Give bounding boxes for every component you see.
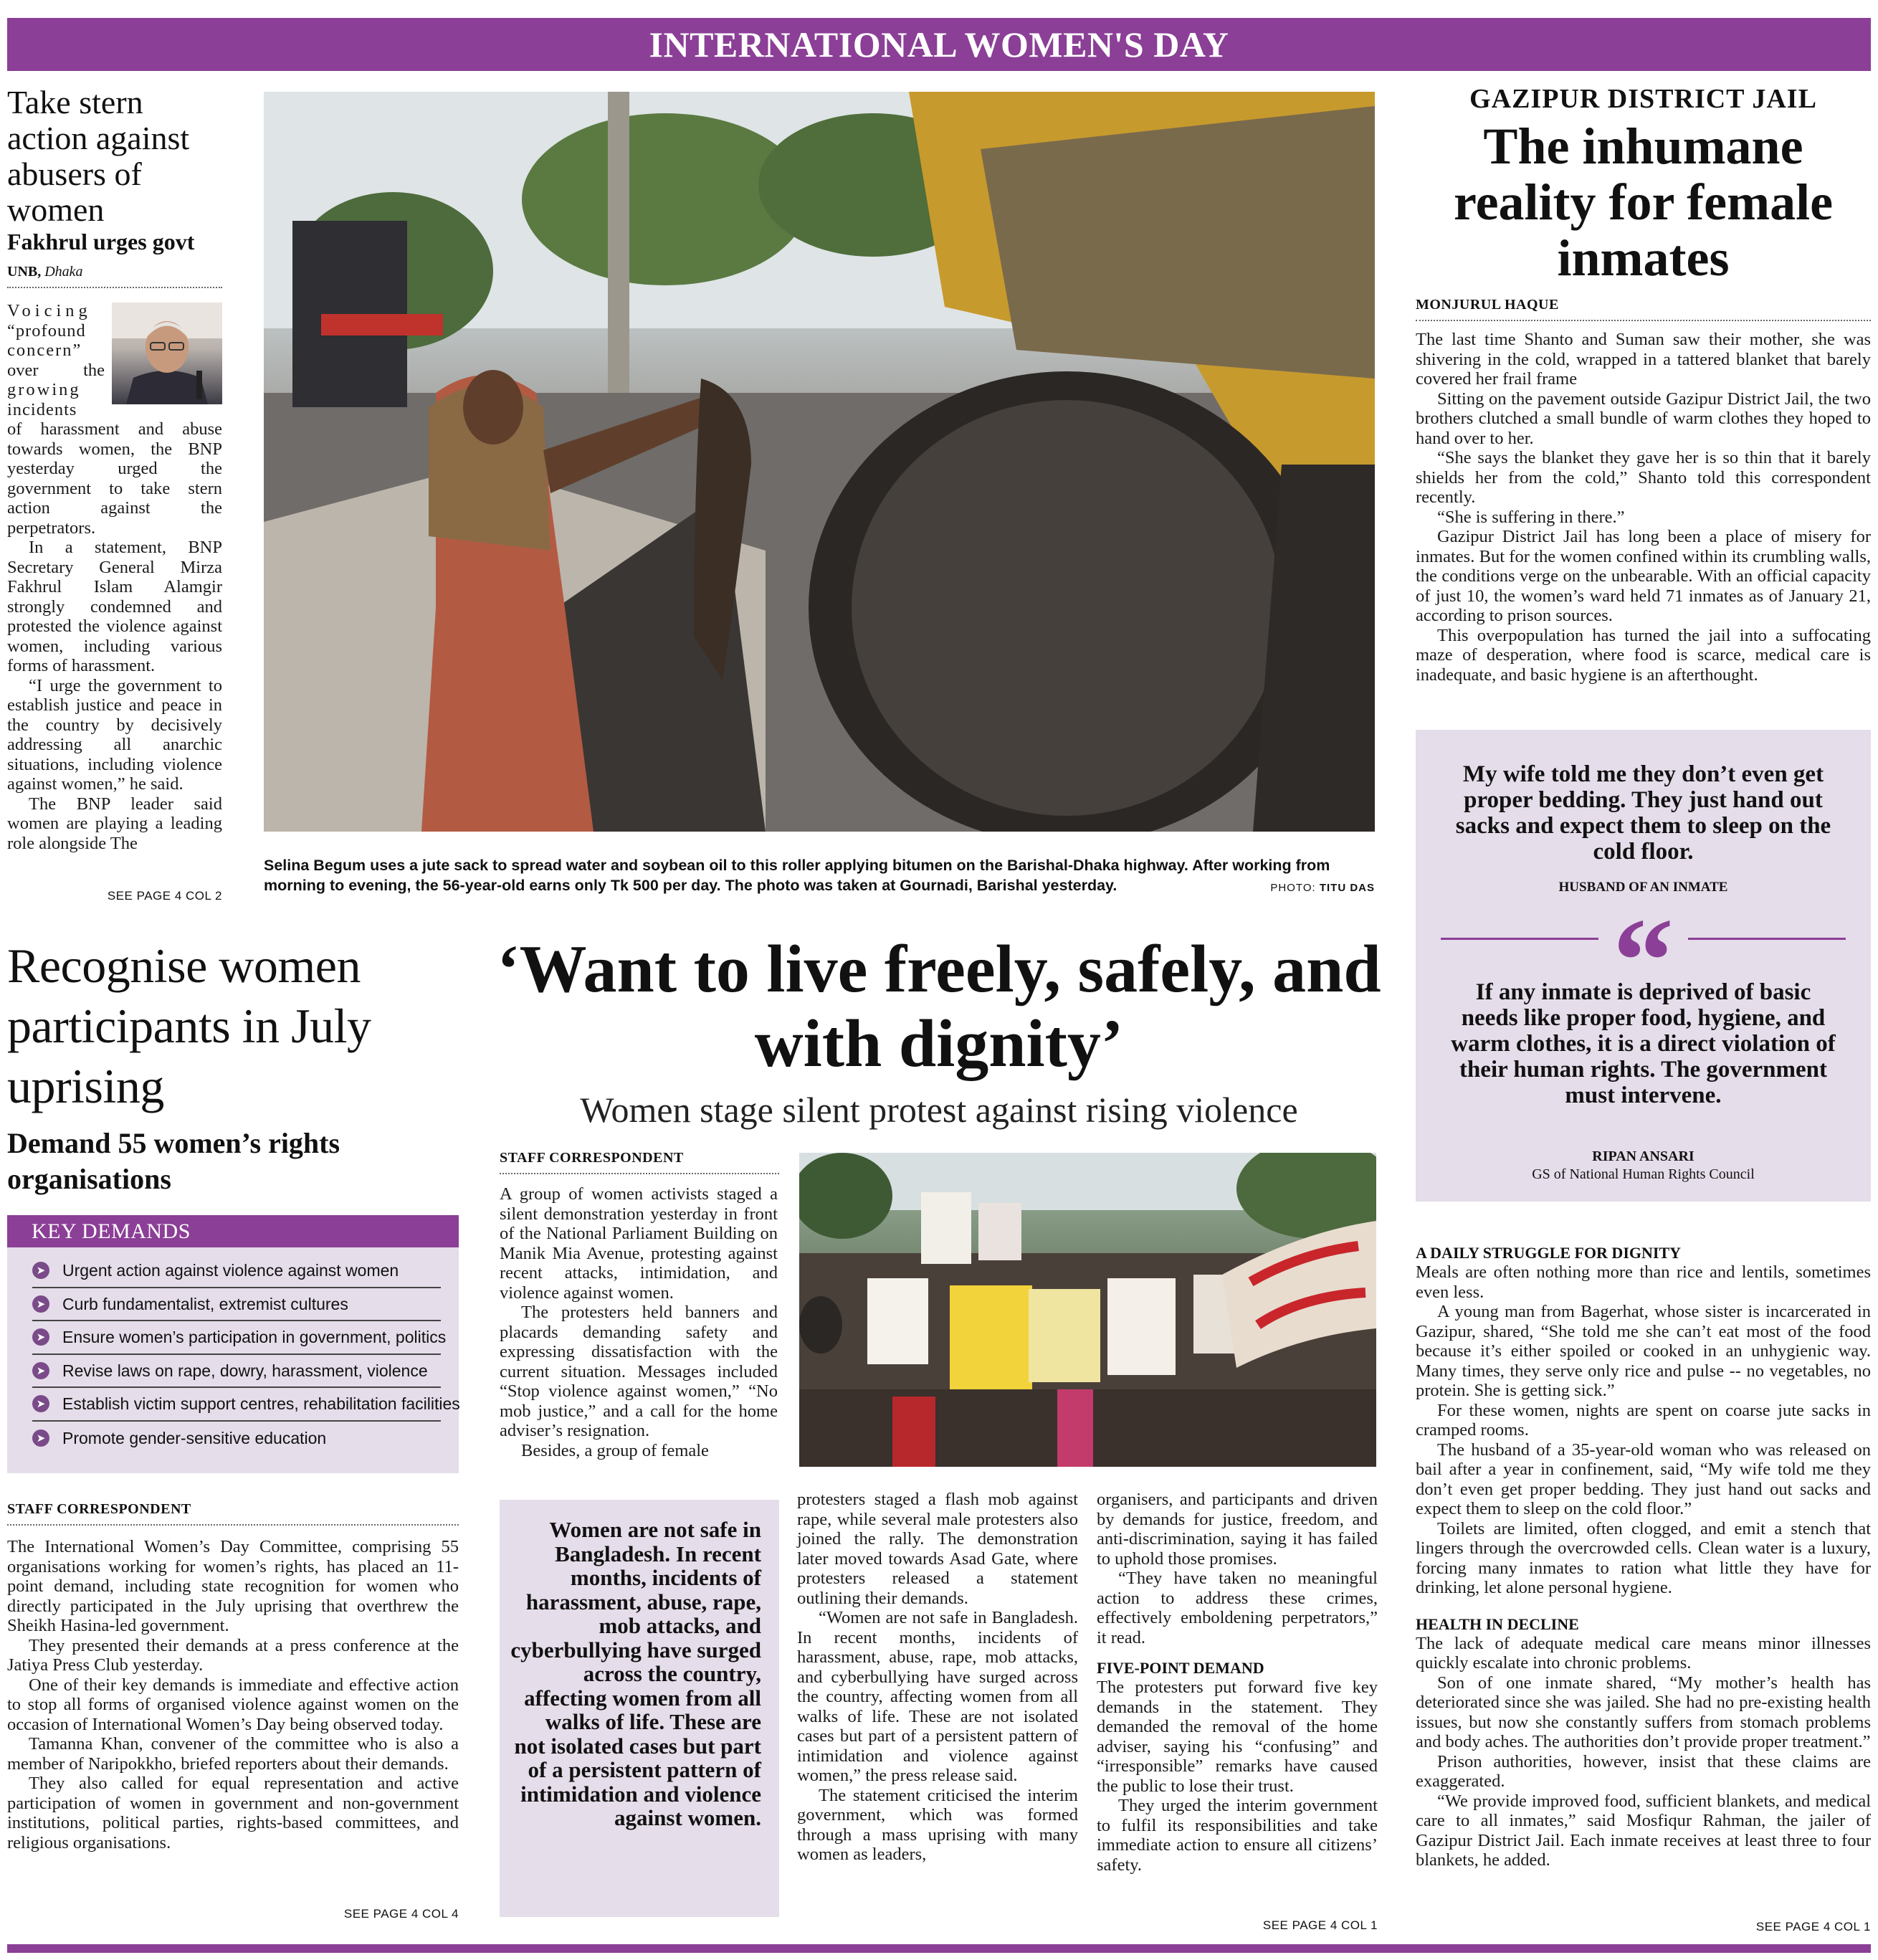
main-photo-credit	[1147, 878, 1375, 898]
protest-col3	[1097, 1490, 1378, 1875]
arrow-bullet-icon: ➤	[32, 1429, 49, 1447]
july-headline[interactable]: Recognise women participants in July uprising	[7, 938, 371, 1113]
july-see-page[interactable]: SEE PAGE 4 COL 4	[343, 1907, 459, 1921]
protest-para: protesters staged a flash mob against rape, while several male protesters also joined the rally. The demonstration later moved towards Asad Gate, where protesters released a statement outlining their demands.	[797, 1490, 1078, 1608]
main-photo	[264, 92, 1375, 832]
protest-headline[interactable]: ‘Want to live freely, safely, and with dignity’	[497, 932, 1381, 1081]
jail-para: This overpopulation has turned the jail into a suffocating maze of desperation, where food is scarce, medical care is inadequate, and basic hygiene is an afterthought.	[1416, 625, 1871, 685]
jail-para: “She is suffering in there.”	[1437, 507, 1625, 527]
road-roller-scene	[264, 92, 1375, 832]
july-para: Tamanna Khan, convener of the committee who is also a member of Naripokkho, briefed reporters about their demands.	[7, 1734, 459, 1774]
bottom-rule	[7, 1944, 1871, 1953]
list-item	[32, 1288, 441, 1322]
list-item	[32, 1355, 441, 1389]
fakhrul-source-place: Dhaka	[44, 264, 83, 280]
list-item	[32, 1321, 447, 1355]
protest-para: “Women are not safe in Bangladesh. In recent months, incidents of harassment, abuse, rape, mob attacks, and cyberbullying have surged across the country, affecting women from all walks of life. These are not isolated cases but part of a persistent pattern of intimidation and violence against women,” the press release said.	[797, 1608, 1078, 1785]
five-point-subhead: FIVE-POINT DEMAND	[1097, 1659, 1264, 1677]
fakhrul-subhead: Fakhrul urges govt	[7, 229, 195, 254]
key-demands-title: KEY DEMANDS	[7, 1215, 459, 1247]
section-banner: INTERNATIONAL WOMEN'S DAY	[7, 18, 1871, 71]
jail-quote1-attr: HUSBAND OF AN INMATE	[1558, 880, 1728, 895]
protest-para: “They have taken no meaningful action to address these crimes, effectively emboldening perpetrators,” it read.	[1097, 1569, 1378, 1647]
fakhrul-lead-words	[7, 301, 105, 419]
arrow-bullet-icon: ➤	[32, 1295, 49, 1313]
lead-word: “profound	[7, 320, 86, 341]
key-demand-text: Urgent action against violence against women	[62, 1261, 399, 1280]
fakhrul-see-page[interactable]: SEE PAGE 4 COL 2	[107, 889, 222, 903]
july-para: They presented their demands at a press conference at the Jatiya Press Club yesterday.	[7, 1635, 459, 1675]
main-photo-caption: Selina Begum uses a jute sack to spread water and soybean oil to this roller applying bitumen on the Barishal-Dhaka highway. After working from morning to evening, the 56-year-old earns only Tk 500 per day. The photo was taken at Gournadi, Barishal yesterday.	[264, 857, 1330, 894]
fakhrul-lead-rest: of harassment and abuse towards women, the BNP yesterday urged the government to take stern action against the perpetrators.	[7, 419, 222, 538]
fakhrul-headline[interactable]: Take stern action against abusers of women	[7, 84, 190, 228]
july-para: The International Women’s Day Committee, comprising 55 organisations working for women’s rights, has placed an 11-point demand, including state recognition for women who directly participated in the July uprising that overthrew the Sheikh Hasina-led government.	[7, 1537, 459, 1635]
july-para: One of their key demands is immediate and effective action to stop all forms of organised violence against women on the occasion of International Women’s Day being observed today.	[7, 1675, 459, 1734]
july-byline: STAFF CORRESPONDENT	[7, 1498, 459, 1526]
july-subhead: Demand 55 women’s rights organisations	[7, 1127, 340, 1195]
lead-word: Voicing	[7, 301, 92, 320]
fakhrul-portrait	[112, 303, 222, 404]
jail-subhead-health: HEALTH IN DECLINE	[1416, 1614, 1579, 1633]
fakhrul-para: The BNP leader said women are playing a leading role alongside The	[7, 794, 222, 853]
arrow-bullet-icon: ➤	[32, 1395, 49, 1412]
jail-quote2: If any inmate is deprived of basic needs like proper food, hygiene, and warm clothes, it is a direct violation of their human rights. The government must intervene.	[1451, 979, 1836, 1108]
key-demands-list	[7, 1247, 460, 1455]
jail-byline: MONJURUL HAQUE	[1416, 294, 1871, 321]
jail-para: “She says the blanket they gave her is so thin that it barely shields her from the cold,” Shanto told this correspondent recently.	[1416, 448, 1871, 507]
protest-subhead: Women stage silent protest against rising violence	[580, 1090, 1298, 1130]
protest-pullquote: Women are not safe in Bangladesh. In recent months, incidents of harassment, abuse, rape, mob attacks, and cyberbullying have surged across the country, affecting women from all walks of life. These are not isolated cases but part of a persistent pattern of intimidation and violence against women.	[510, 1517, 761, 1830]
arrow-bullet-icon: ➤	[32, 1362, 49, 1379]
protest-para: organisers, and participants and driven by demands for justice, freedom, and anti-discrimination, saying it has failed to uphold those promises.	[1097, 1490, 1378, 1569]
lead-word: concern”	[7, 341, 82, 360]
fakhrul-body	[7, 419, 222, 853]
protest-crowd-scene	[799, 1153, 1376, 1467]
protest-col1	[500, 1184, 778, 1460]
quote-divider-left	[1441, 938, 1598, 940]
jail-body-lower	[1416, 1244, 1871, 1870]
jail-para: Meals are often nothing more than rice and lentils, sometimes even less.	[1416, 1262, 1871, 1302]
portrait-figure	[112, 303, 222, 404]
jail-quote2-role: GS of National Human Rights Council	[1532, 1166, 1755, 1182]
jail-para: “We provide improved food, sufficient blankets, and medical care to all inmates,” said Mosfiqur Rahman, the jailer of Gazipur District Jail. Each inmate receives at least three to four blankets, he added.	[1416, 1791, 1871, 1870]
jail-see-page[interactable]: SEE PAGE 4 COL 1	[1755, 1920, 1871, 1933]
lead-word: over the	[7, 360, 105, 380]
jail-para: Gazipur District Jail has long been a place of misery for inmates. But for the women confined within its crumbling walls, the conditions verge on the unbearable. With an official capacity of just 10, the women’s ward held 71 inmates as of January 21, according to prison sources.	[1416, 527, 1871, 625]
quote-mark-icon: “	[1613, 893, 1674, 1028]
key-demand-text: Establish victim support centres, rehabilitation facilities	[62, 1394, 460, 1414]
lead-word: growing	[7, 380, 81, 399]
jail-quote1: My wife told me they don’t even get proper bedding. They just hand out sacks and expect them to sleep on the cold floor.	[1455, 761, 1831, 865]
jail-para: A young man from Bagerhat, whose sister is incarcerated in Gazipur, shared, “She told me she can’t eat most of the food because it’s either spoiled or cooked in an unhygienic way. Many times, they serve only rice and pulse -- no vegetables, no protein. She is getting sick.”	[1416, 1302, 1871, 1400]
protest-para: They urged the interim government to fulfil its responsibilities and take immediate action to ensure all citizens’ safety.	[1097, 1796, 1378, 1875]
jail-para: Sitting on the pavement outside Gazipur District Jail, the two brothers clutched a small bundle of warm clothes they hoped to hand over to her.	[1416, 389, 1871, 448]
jail-para: Prison authorities, however, insist that these claims are exaggerated.	[1416, 1751, 1871, 1791]
jail-subhead-dignity: A DAILY STRUGGLE FOR DIGNITY	[1416, 1244, 1682, 1262]
key-demand-text: Revise laws on rape, dowry, harassment, violence	[62, 1361, 428, 1380]
lead-word: incidents	[7, 399, 77, 419]
july-body	[7, 1537, 459, 1852]
jail-kicker: GAZIPUR DISTRICT JAIL	[1469, 84, 1817, 114]
key-demand-text: Ensure women’s participation in government, politics	[62, 1328, 447, 1347]
fakhrul-para: In a statement, BNP Secretary General Mirza Fakhrul Islam Alamgir strongly condemned and protested the violence against women, including various forms of harassment.	[7, 538, 222, 675]
protest-byline: STAFF CORRESPONDENT	[500, 1147, 779, 1174]
protest-para: A group of women activists staged a silent demonstration yesterday in front of the National Parliament Building on Manik Mia Avenue, protesting against recent attacks, intimidation, and violence against women.	[500, 1184, 778, 1303]
jail-para: The husband of a 35-year-old woman who was released on bail after a year in confinement, said, “My wife told me they don’t even get proper bedding. They just hand out sacks and expect them to sleep on the cold floor.”	[1416, 1440, 1871, 1518]
quote-divider-right	[1688, 938, 1846, 940]
credit-name: TITU DAS	[1319, 882, 1375, 894]
list-item	[32, 1255, 441, 1288]
protest-col2	[797, 1490, 1078, 1865]
jail-intro	[1416, 330, 1871, 685]
jail-para: The last time Shanto and Suman saw their mother, she was shivering in the cold, wrapped in a tattered blanket that barely covered her frail frame	[1416, 330, 1871, 389]
fakhrul-para: “I urge the government to establish justice and peace in the country by decisively addressing all anarchic situations, including violence against women,” he said.	[7, 675, 222, 794]
protest-para: The protesters put forward five key demands in the statement. They demanded the removal of the home adviser, saying his “confusing” and “irresponsible” remarks have caused the public to lose their trust.	[1097, 1678, 1378, 1796]
arrow-bullet-icon: ➤	[32, 1328, 49, 1346]
list-item	[32, 1422, 441, 1455]
key-demand-text: Curb fundamentalist, extremist cultures	[62, 1294, 348, 1313]
fakhrul-source: UNB,	[7, 264, 42, 280]
protest-para: The protesters held banners and placards demanding safety and expressing dissatisfaction with the current situation. Messages included “Stop violence against women,” “No mob justice,” and a call for the home adviser’s resignation.	[500, 1303, 778, 1440]
jail-para: Son of one inmate shared, “My mother’s health has deteriorated since she was jailed. She had no pre-existing health issues, but now she constantly suffers from stomach problems and body aches. The authorities don’t provide proper treatment.”	[1416, 1673, 1871, 1751]
key-demands-box	[7, 1215, 459, 1473]
jail-para: For these women, nights are spent on coarse jute sacks in cramped rooms.	[1416, 1400, 1871, 1440]
protest-photo	[799, 1153, 1376, 1467]
protest-para: Besides, a group of female	[521, 1440, 709, 1460]
jail-quote2-name: RIPAN ANSARI	[1592, 1148, 1695, 1164]
arrow-bullet-icon: ➤	[32, 1262, 49, 1279]
protest-para: The statement criticised the interim government, which was formed through a mass uprising with many women as leaders,	[797, 1785, 1078, 1864]
july-para: They also called for equal representation and active participation of women in government and non-government institutions, political parties, rights-based committees, and religious organisations.	[7, 1774, 459, 1852]
jail-headline[interactable]: The inhumane reality for female inmates	[1453, 118, 1834, 287]
protest-see-page[interactable]: SEE PAGE 4 COL 1	[1262, 1918, 1378, 1932]
credit-label: PHOTO:	[1270, 882, 1316, 894]
key-demand-text: Promote gender-sensitive education	[62, 1428, 327, 1447]
jail-para: Toilets are limited, often clogged, and emit a stench that lingers through the overcrowded cells. Clean water is a luxury, forcing many inmates to ration what little they have for drinking, let alone personal hygiene.	[1416, 1518, 1871, 1597]
fakhrul-source-line	[7, 261, 222, 288]
jail-para: The lack of adequate medical care means minor illnesses quickly escalate into chronic problems.	[1416, 1633, 1871, 1673]
list-item	[32, 1388, 460, 1422]
